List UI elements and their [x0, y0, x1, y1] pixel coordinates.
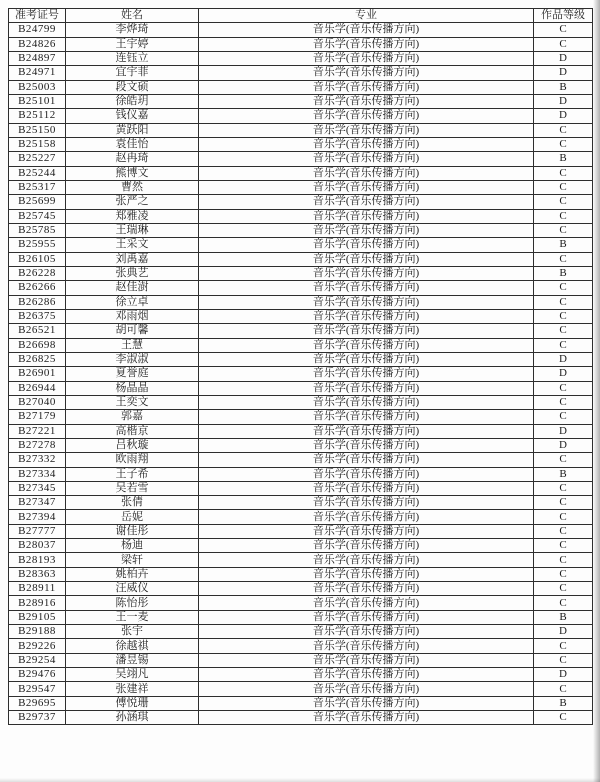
cell-exam-id: B29226: [9, 639, 66, 653]
table-body: [9, 23, 593, 725]
cell-grade: C: [534, 496, 593, 510]
cell-name: 连钰立: [66, 51, 199, 65]
cell-major: 音乐学(音乐传播方向): [199, 195, 534, 209]
cell-grade: C: [534, 553, 593, 567]
cell-exam-id: B26105: [9, 252, 66, 266]
cell-name: 傅悦珊: [66, 696, 199, 710]
cell-exam-id: B25955: [9, 238, 66, 252]
cell-grade: B: [534, 610, 593, 624]
column-header-grade: 作品等级: [534, 9, 593, 23]
cell-major: 音乐学(音乐传播方向): [199, 180, 534, 194]
table-row: [9, 137, 593, 151]
table-row: [9, 324, 593, 338]
cell-exam-id: B27777: [9, 524, 66, 538]
cell-major: 音乐学(音乐传播方向): [199, 238, 534, 252]
cell-major: 音乐学(音乐传播方向): [199, 395, 534, 409]
table-row: [9, 567, 593, 581]
cell-exam-id: B25317: [9, 180, 66, 194]
cell-name: 王奕文: [66, 395, 199, 409]
cell-name: 李烨琦: [66, 23, 199, 37]
cell-grade: B: [534, 152, 593, 166]
cell-name: 杨晶晶: [66, 381, 199, 395]
cell-major: 音乐学(音乐传播方向): [199, 668, 534, 682]
cell-major: 音乐学(音乐传播方向): [199, 23, 534, 37]
cell-grade: C: [534, 166, 593, 180]
cell-grade: C: [534, 209, 593, 223]
cell-exam-id: B27179: [9, 410, 66, 424]
table-row: [9, 238, 593, 252]
cell-major: 音乐学(音乐传播方向): [199, 582, 534, 596]
cell-name: 钱仪嘉: [66, 109, 199, 123]
table-row: [9, 510, 593, 524]
cell-grade: C: [534, 539, 593, 553]
cell-exam-id: B28911: [9, 582, 66, 596]
column-header-exam-id: 准考证号: [9, 9, 66, 23]
cell-grade: C: [534, 252, 593, 266]
cell-exam-id: B27345: [9, 481, 66, 495]
cell-major: 音乐学(音乐传播方向): [199, 109, 534, 123]
cell-grade: B: [534, 266, 593, 280]
cell-name: 李淑淑: [66, 352, 199, 366]
cell-name: 赵佳澍: [66, 281, 199, 295]
cell-grade: C: [534, 453, 593, 467]
cell-major: 音乐学(音乐传播方向): [199, 94, 534, 108]
table-row: [9, 711, 593, 725]
table-row: [9, 266, 593, 280]
cell-name: 徐皓玥: [66, 94, 199, 108]
cell-major: 音乐学(音乐传播方向): [199, 209, 534, 223]
cell-grade: C: [534, 180, 593, 194]
cell-name: 张典艺: [66, 266, 199, 280]
cell-exam-id: B24826: [9, 37, 66, 51]
cell-name: 张倩: [66, 496, 199, 510]
cell-major: 音乐学(音乐传播方向): [199, 252, 534, 266]
cell-grade: C: [534, 481, 593, 495]
cell-exam-id: B29737: [9, 711, 66, 725]
cell-grade: C: [534, 395, 593, 409]
cell-name: 汪威仪: [66, 582, 199, 596]
cell-name: 张建祥: [66, 682, 199, 696]
table-row: [9, 539, 593, 553]
cell-exam-id: B29105: [9, 610, 66, 624]
cell-grade: C: [534, 596, 593, 610]
cell-exam-id: B24897: [9, 51, 66, 65]
table-row: [9, 410, 593, 424]
cell-name: 杨迪: [66, 539, 199, 553]
table-row: [9, 524, 593, 538]
cell-major: 音乐学(音乐传播方向): [199, 539, 534, 553]
cell-major: 音乐学(音乐传播方向): [199, 367, 534, 381]
cell-name: 岳妮: [66, 510, 199, 524]
cell-name: 潘昱锡: [66, 653, 199, 667]
cell-grade: C: [534, 639, 593, 653]
table-row: [9, 467, 593, 481]
cell-exam-id: B25227: [9, 152, 66, 166]
cell-grade: C: [534, 711, 593, 725]
grades-table: [8, 8, 593, 725]
cell-major: 音乐学(音乐传播方向): [199, 324, 534, 338]
table-row: [9, 209, 593, 223]
table-row: [9, 195, 593, 209]
cell-name: 曹然: [66, 180, 199, 194]
cell-major: 音乐学(音乐传播方向): [199, 524, 534, 538]
cell-exam-id: B26944: [9, 381, 66, 395]
cell-exam-id: B26286: [9, 295, 66, 309]
column-header-major: 专业: [199, 9, 534, 23]
cell-grade: C: [534, 381, 593, 395]
cell-name: 梁轩: [66, 553, 199, 567]
table-row: [9, 51, 593, 65]
table-row: [9, 166, 593, 180]
table-row: [9, 94, 593, 108]
table-row: [9, 596, 593, 610]
cell-grade: C: [534, 123, 593, 137]
cell-exam-id: B29254: [9, 653, 66, 667]
table-row: [9, 152, 593, 166]
cell-name: 张宇: [66, 625, 199, 639]
cell-name: 夏誉庭: [66, 367, 199, 381]
cell-name: 吕秋璇: [66, 438, 199, 452]
cell-exam-id: B28193: [9, 553, 66, 567]
cell-major: 音乐学(音乐传播方向): [199, 352, 534, 366]
table-row: [9, 80, 593, 94]
cell-exam-id: B26901: [9, 367, 66, 381]
cell-major: 音乐学(音乐传播方向): [199, 338, 534, 352]
cell-exam-id: B26266: [9, 281, 66, 295]
cell-exam-id: B27334: [9, 467, 66, 481]
cell-major: 音乐学(音乐传播方向): [199, 37, 534, 51]
cell-exam-id: B24971: [9, 66, 66, 80]
cell-major: 音乐学(音乐传播方向): [199, 424, 534, 438]
cell-name: 王慧: [66, 338, 199, 352]
cell-major: 音乐学(音乐传播方向): [199, 223, 534, 237]
cell-grade: C: [534, 567, 593, 581]
cell-exam-id: B27332: [9, 453, 66, 467]
cell-exam-id: B26375: [9, 309, 66, 323]
cell-exam-id: B28037: [9, 539, 66, 553]
scan-edge-shadow-bottom: [0, 778, 600, 782]
table-row: [9, 309, 593, 323]
cell-name: 赵冉琦: [66, 152, 199, 166]
cell-major: 音乐学(音乐传播方向): [199, 496, 534, 510]
cell-exam-id: B25699: [9, 195, 66, 209]
cell-exam-id: B27347: [9, 496, 66, 510]
cell-grade: D: [534, 109, 593, 123]
table-row: [9, 180, 593, 194]
cell-major: 音乐学(音乐传播方向): [199, 281, 534, 295]
cell-grade: D: [534, 668, 593, 682]
cell-exam-id: B25003: [9, 80, 66, 94]
cell-exam-id: B25112: [9, 109, 66, 123]
cell-grade: C: [534, 510, 593, 524]
cell-major: 音乐学(音乐传播方向): [199, 510, 534, 524]
header-row: [9, 9, 593, 23]
cell-grade: C: [534, 309, 593, 323]
cell-grade: C: [534, 324, 593, 338]
cell-grade: B: [534, 696, 593, 710]
cell-exam-id: B26825: [9, 352, 66, 366]
cell-major: 音乐学(音乐传播方向): [199, 467, 534, 481]
cell-major: 音乐学(音乐传播方向): [199, 309, 534, 323]
cell-name: 郑雅凌: [66, 209, 199, 223]
cell-exam-id: B27040: [9, 395, 66, 409]
cell-major: 音乐学(音乐传播方向): [199, 137, 534, 151]
table-header: [9, 9, 593, 23]
cell-grade: C: [534, 137, 593, 151]
cell-name: 熊博文: [66, 166, 199, 180]
table-row: [9, 668, 593, 682]
cell-name: 王一麦: [66, 610, 199, 624]
cell-name: 陈怡彤: [66, 596, 199, 610]
cell-exam-id: B29188: [9, 625, 66, 639]
cell-exam-id: B27278: [9, 438, 66, 452]
table-row: [9, 625, 593, 639]
cell-grade: D: [534, 352, 593, 366]
cell-grade: B: [534, 467, 593, 481]
cell-grade: B: [534, 80, 593, 94]
cell-major: 音乐学(音乐传播方向): [199, 266, 534, 280]
cell-exam-id: B25244: [9, 166, 66, 180]
scan-edge-shadow-right: [593, 0, 600, 782]
table-row: [9, 37, 593, 51]
table-row: [9, 639, 593, 653]
table-row: [9, 295, 593, 309]
cell-name: 邓雨烟: [66, 309, 199, 323]
table-row: [9, 438, 593, 452]
cell-major: 音乐学(音乐传播方向): [199, 653, 534, 667]
cell-major: 音乐学(音乐传播方向): [199, 453, 534, 467]
table-row: [9, 453, 593, 467]
cell-grade: B: [534, 238, 593, 252]
cell-name: 黄跃阳: [66, 123, 199, 137]
cell-exam-id: B26521: [9, 324, 66, 338]
cell-exam-id: B25158: [9, 137, 66, 151]
table-row: [9, 553, 593, 567]
cell-name: 郭嘉: [66, 410, 199, 424]
cell-name: 谢佳彤: [66, 524, 199, 538]
cell-exam-id: B28363: [9, 567, 66, 581]
cell-major: 音乐学(音乐传播方向): [199, 610, 534, 624]
table-row: [9, 352, 593, 366]
cell-major: 音乐学(音乐传播方向): [199, 152, 534, 166]
cell-grade: C: [534, 410, 593, 424]
cell-exam-id: B27221: [9, 424, 66, 438]
cell-major: 音乐学(音乐传播方向): [199, 295, 534, 309]
cell-exam-id: B25745: [9, 209, 66, 223]
cell-major: 音乐学(音乐传播方向): [199, 410, 534, 424]
cell-name: 欧雨翔: [66, 453, 199, 467]
cell-grade: C: [534, 524, 593, 538]
table-row: [9, 281, 593, 295]
cell-grade: C: [534, 223, 593, 237]
cell-grade: C: [534, 338, 593, 352]
table-row: [9, 381, 593, 395]
cell-name: 高楷京: [66, 424, 199, 438]
cell-name: 吴翊凡: [66, 668, 199, 682]
cell-name: 王子希: [66, 467, 199, 481]
table-row: [9, 66, 593, 80]
column-header-name: 姓名: [66, 9, 199, 23]
cell-major: 音乐学(音乐传播方向): [199, 567, 534, 581]
cell-exam-id: B25785: [9, 223, 66, 237]
table-row: [9, 367, 593, 381]
cell-major: 音乐学(音乐传播方向): [199, 166, 534, 180]
cell-name: 刘禹嘉: [66, 252, 199, 266]
cell-name: 孙涵琪: [66, 711, 199, 725]
table-row: [9, 496, 593, 510]
cell-name: 胡可馨: [66, 324, 199, 338]
cell-major: 音乐学(音乐传播方向): [199, 481, 534, 495]
cell-exam-id: B29476: [9, 668, 66, 682]
table-row: [9, 23, 593, 37]
table-row: [9, 610, 593, 624]
cell-major: 音乐学(音乐传播方向): [199, 51, 534, 65]
cell-name: 袁佳怡: [66, 137, 199, 151]
cell-exam-id: B27394: [9, 510, 66, 524]
cell-grade: C: [534, 295, 593, 309]
cell-grade: C: [534, 37, 593, 51]
cell-grade: C: [534, 682, 593, 696]
cell-exam-id: B26698: [9, 338, 66, 352]
cell-name: 吴若雪: [66, 481, 199, 495]
cell-major: 音乐学(音乐传播方向): [199, 66, 534, 80]
table-row: [9, 395, 593, 409]
cell-exam-id: B26228: [9, 266, 66, 280]
cell-name: 姚柏卉: [66, 567, 199, 581]
table-row: [9, 653, 593, 667]
cell-grade: D: [534, 94, 593, 108]
cell-major: 音乐学(音乐传播方向): [199, 696, 534, 710]
cell-exam-id: B29695: [9, 696, 66, 710]
cell-grade: D: [534, 51, 593, 65]
cell-grade: C: [534, 23, 593, 37]
cell-name: 张严之: [66, 195, 199, 209]
cell-name: 徐立卓: [66, 295, 199, 309]
cell-name: 徐越祺: [66, 639, 199, 653]
cell-name: 王宇婷: [66, 37, 199, 51]
cell-grade: C: [534, 653, 593, 667]
cell-name: 王采文: [66, 238, 199, 252]
cell-exam-id: B25150: [9, 123, 66, 137]
table-row: [9, 123, 593, 137]
cell-major: 音乐学(音乐传播方向): [199, 682, 534, 696]
table-row: [9, 223, 593, 237]
cell-major: 音乐学(音乐传播方向): [199, 80, 534, 94]
table-row: [9, 109, 593, 123]
cell-grade: D: [534, 424, 593, 438]
cell-name: 段文硕: [66, 80, 199, 94]
cell-name: 宜宇菲: [66, 66, 199, 80]
cell-grade: D: [534, 438, 593, 452]
table-row: [9, 682, 593, 696]
cell-exam-id: B24799: [9, 23, 66, 37]
cell-name: 王瑞琳: [66, 223, 199, 237]
cell-major: 音乐学(音乐传播方向): [199, 381, 534, 395]
table-row: [9, 481, 593, 495]
cell-major: 音乐学(音乐传播方向): [199, 553, 534, 567]
cell-major: 音乐学(音乐传播方向): [199, 711, 534, 725]
table-row: [9, 424, 593, 438]
cell-grade: C: [534, 582, 593, 596]
cell-major: 音乐学(音乐传播方向): [199, 438, 534, 452]
cell-grade: D: [534, 66, 593, 80]
cell-grade: D: [534, 625, 593, 639]
table-row: [9, 582, 593, 596]
cell-exam-id: B25101: [9, 94, 66, 108]
cell-major: 音乐学(音乐传播方向): [199, 625, 534, 639]
cell-major: 音乐学(音乐传播方向): [199, 596, 534, 610]
table-row: [9, 338, 593, 352]
table-row: [9, 696, 593, 710]
cell-grade: C: [534, 281, 593, 295]
cell-grade: D: [534, 367, 593, 381]
cell-major: 音乐学(音乐传播方向): [199, 123, 534, 137]
cell-grade: C: [534, 195, 593, 209]
table-row: [9, 252, 593, 266]
cell-exam-id: B29547: [9, 682, 66, 696]
cell-exam-id: B28916: [9, 596, 66, 610]
cell-major: 音乐学(音乐传播方向): [199, 639, 534, 653]
